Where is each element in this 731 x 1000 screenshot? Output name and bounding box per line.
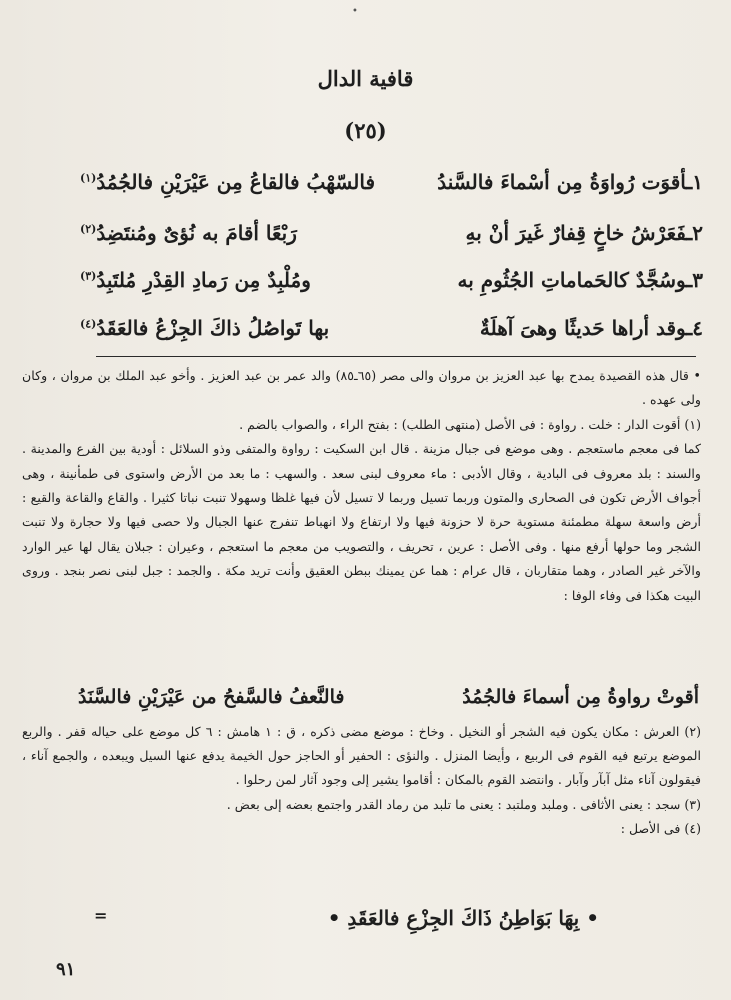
verse-hemistich-first: ٢ـفَعَرْشُ خاخٍ قِفارٌ غَيرَ أنْ بهِ	[465, 221, 703, 245]
footnotes-block-2	[22, 720, 701, 841]
footnote-3: (٣) سجد : يعنى الأثافى . وملبد وملتبد : يعنى ما تلبد من رماد القدر واجتمع بعضه إلى بعض .	[226, 796, 701, 812]
section-title: قافية الدال	[317, 66, 414, 91]
page-top-mark: •	[352, 6, 358, 17]
verse-hemistich-second	[80, 170, 398, 194]
verse-hemistich-first: ١ـأقوَت رُواوَةُ مِن أسْماءَ فالسَّندُ	[437, 170, 703, 194]
verse-hemistich-second	[80, 221, 398, 245]
footnote-divider	[96, 356, 696, 357]
corner-mark: =	[94, 906, 108, 925]
verse-line	[80, 316, 703, 354]
verse-hemistich-first: ٤ـوقد أراها حَديثًا وهىَ آهلَةٌ	[479, 316, 703, 340]
verse-hemistich-second	[80, 316, 398, 340]
footnote-mark: (٤)	[80, 317, 97, 331]
footnote-mark: (٢)	[80, 222, 97, 236]
hemistich-text: رَبْعًا أقامَ به نُؤىٌ ومُنتَضِدُ	[96, 221, 297, 245]
footnote-mark: (١)	[80, 171, 97, 185]
quoted-hemistich-second: فالنَّعفُ فالسَّفحُ من عَيْرَيْنِ فالسَّنَدُ	[78, 686, 345, 708]
quoted-hemistich-first: أقوتْ رواوةُ مِن أسماءَ فالجُمُدُ	[462, 686, 699, 708]
verse-line	[80, 268, 703, 306]
footnote-1-start: (١) أقوت الدار : خلت . رواوة : فى الأصل (منتهى الطلب) : بفتح الراء ، والصواب بالضم .	[239, 416, 701, 432]
verse-hemistich-first: ٣ـوسُجَّدٌ كالحَماماتِ الجُثُومِ به	[457, 268, 703, 292]
footnote-intro: • قال هذه القصيدة يمدح بها عبد العزيز بن مروان والى مصر (٦٥ـ٨٥) والد عمر بن عبد العزيز . وأخو عبد الملك بن مروان ، وكان ولى عهده .	[22, 368, 701, 408]
verse-line	[80, 170, 703, 208]
hemistich-text: بها تَواصُلُ ذاكَ الجِزْعُ فالعَقَدُ	[96, 316, 330, 340]
verse-line	[80, 221, 703, 259]
variant-verse	[80, 906, 671, 930]
verse-hemistich-second	[80, 268, 398, 292]
poem-number: (٢٥)	[344, 118, 387, 143]
footnote-4: (٤) فى الأصل :	[620, 820, 701, 836]
footnotes-block	[22, 364, 701, 608]
footnote-2: (٢) العرش : مكان يكون فيه الشجر أو النخيل . وخاخ : موضع مضى ذكره ، ق : ١ هامش : ٦ كل موضع على حياله قفر . والربع الموضع يرتبع فيه القوم فى الربيع ، وأيضا المنزل . والنؤى : الحفير أو الحاجز حول الخيمة يدفع عنها السيل ويبعده ، والجمع آناء ، فيقولون آناء مثل آبآر وآبار . وانتضد القوم بالمكان : أقاموا يشير إلى وجود آثار لمن رحلوا .	[22, 724, 701, 788]
footnote-1-body: كما فى معجم ماستعجم . وهى موضع فى جبال مزينة . قال ابن السكيت : رواوة والمتفى وذو السلائل : أودية بين الفرع والمدينة . والسند : بلد معروف فى البادية ، وقال الأدبى : ماء معروف لبنى سعد . والسهب : ما بعد من الأرض واستوى فى طمأنينة ، وهى أجواف الأرض تكون فى الصحارى والمتون وربما تسيل وربما لا تسيل لأن فيها غلظا وسهولا تنبت نباتا كثيرا . والقاع والقاعة والقيع : أرض واسعة سهلة مطمئنة مستوية حرة لا حزونة فيها ولا ارتفاع ولا انهباط تنفرج عنها الجبال ولا حصى فيها ولا حجارة ولا تنبت الشجر وما حولها أرفع منها . وفى الأصل : عرين ، تحريف ، والتصويب من معجم ما استعجم ، وعيران : جبلان يقال لها عير الوارد والآخر غير الصادر ، وهما متقاربان ، قال عرام : هما عن يمينك ببطن العقيق وأنت تريد مكة . والجمد : جبل لبنى نصر بنجد . وروى البيت هكذا فى وفاء الوفا :	[22, 441, 701, 603]
hemistich-text: ومُلْبِدٌ مِن رَمادِ القِدْرِ مُلتَبِدُ	[96, 268, 311, 292]
hemistich-text: فالسّهْبُ فالقاعُ مِن عَيْرَيْنِ فالجُمُدُ	[96, 170, 376, 194]
quoted-verse	[78, 686, 699, 720]
footnote-mark: (٣)	[80, 269, 97, 283]
page-number: ٩١	[56, 959, 76, 980]
variant-verse-text: • بِهَا بَوَاطِنُ ذَاكَ الجِزْعِ فالعَقَدِ •	[327, 906, 599, 930]
